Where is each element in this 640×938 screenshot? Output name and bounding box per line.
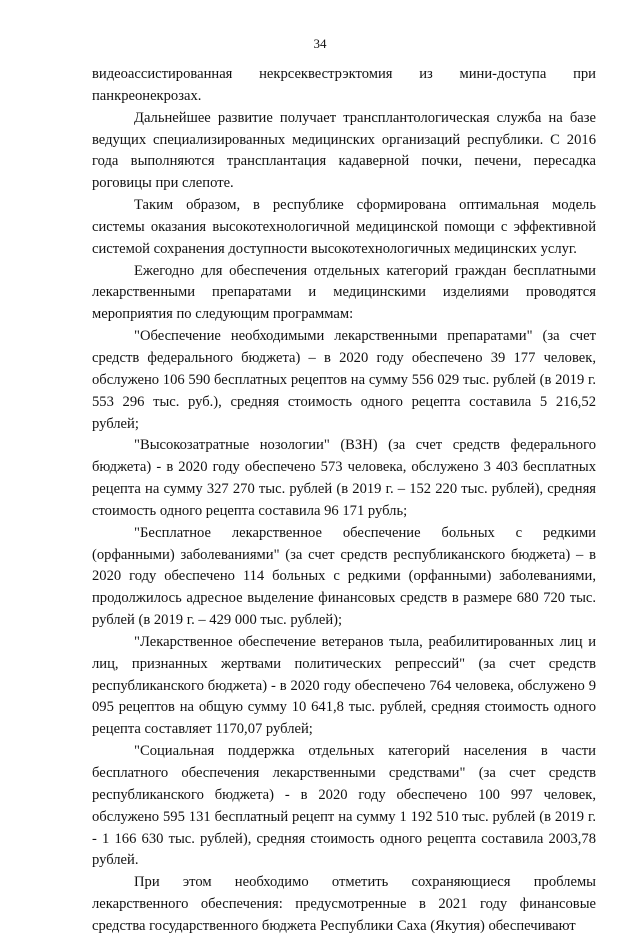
paragraph-2: Таким образом, в республике сформирована оптимальная модель системы оказания высокотехнологичной медицинской помощи с эффективной системой сохранения доступности высокотехнологичных медицинских услуг. <box>92 197 596 257</box>
paragraph-1: Дальнейшее развитие получает трансплантологическая служба на базе ведущих специализированных медицинских организаций республики. С 2016 года выполняются трансплантация кадаверной почки, печени, пересадка роговицы при слепоте. <box>92 109 596 192</box>
paragraph-9: При этом необходимо отметить сохраняющиеся проблемы лекарственного обеспечения: предусмотренные в 2021 году финансовые средства государственного бюджета Республики Саха (Якутия) обеспечивают <box>92 874 596 934</box>
document-body <box>92 64 596 938</box>
paragraph-4: "Обеспечение необходимыми лекарственными препаратами" (за счет средств федерального бюджета) – в 2020 году обеспечено 39 177 человек, обслужено 106 590 бесплатных рецептов на сумму 556 029 тыс. рублей (в 2019 г. 553 296 тыс. руб.), средняя стоимость одного рецепта составила 5 216,52 рублей; <box>92 328 596 432</box>
paragraph-5: "Высокозатратные нозологии" (ВЗН) (за счет средств федерального бюджета) - в 2020 году обеспечено 573 человека, обслужено 3 403 бесплатных рецепта на сумму 327 270 тыс. рублей (в 2019 г. – 152 220 тыс. рублей), средняя стоимость одного рецепта составила 96 171 рубль; <box>92 437 596 519</box>
paragraph-0: видеоассистированная некрсеквестрэктомия из мини-доступа при панкреонекрозах. <box>92 66 596 104</box>
paragraph-7: "Лекарственное обеспечение ветеранов тыла, реабилитированных лиц и лиц, признанных жертвами политических репрессий" (за счет средств республиканского бюджета) - в 2020 году обеспечено 764 человека, обслужено 9 095 рецептов на общую сумму 10 641,8 тыс. рублей, средняя стоимость одного рецепта составляет 1170,07 рублей; <box>92 633 596 738</box>
paragraph-6: "Бесплатное лекарственное обеспечение больных с редкими (орфанными) заболеваниями" (за счет средств республиканского бюджета) – в 2020 году обеспечено 114 больных с редкими (орфанными) заболеваниями, продолжилось адресное выделение финансовых средств в размере 680 720 тыс. рублей (в 2019 г. – 429 000 тыс. рублей); <box>92 524 596 629</box>
page-number: 34 <box>313 36 327 51</box>
paragraph-3: Ежегодно для обеспечения отдельных категорий граждан бесплатными лекарственными препаратами и медицинскими изделиями проводятся мероприятия по следующим программам: <box>92 262 596 323</box>
paragraph-8: "Социальная поддержка отдельных категорий населения в части бесплатного обеспечения лекарственными средствами" (за счет средств республиканского бюджета) - в 2020 году обеспечено 100 997 человек, обслужено 595 131 бесплатный рецепт на сумму 1 192 510 тыс. рублей (в 2019 г. - 1 166 630 тыс. рублей), средняя стоимость одного рецепта составила 2003,78 рублей. <box>92 743 596 869</box>
